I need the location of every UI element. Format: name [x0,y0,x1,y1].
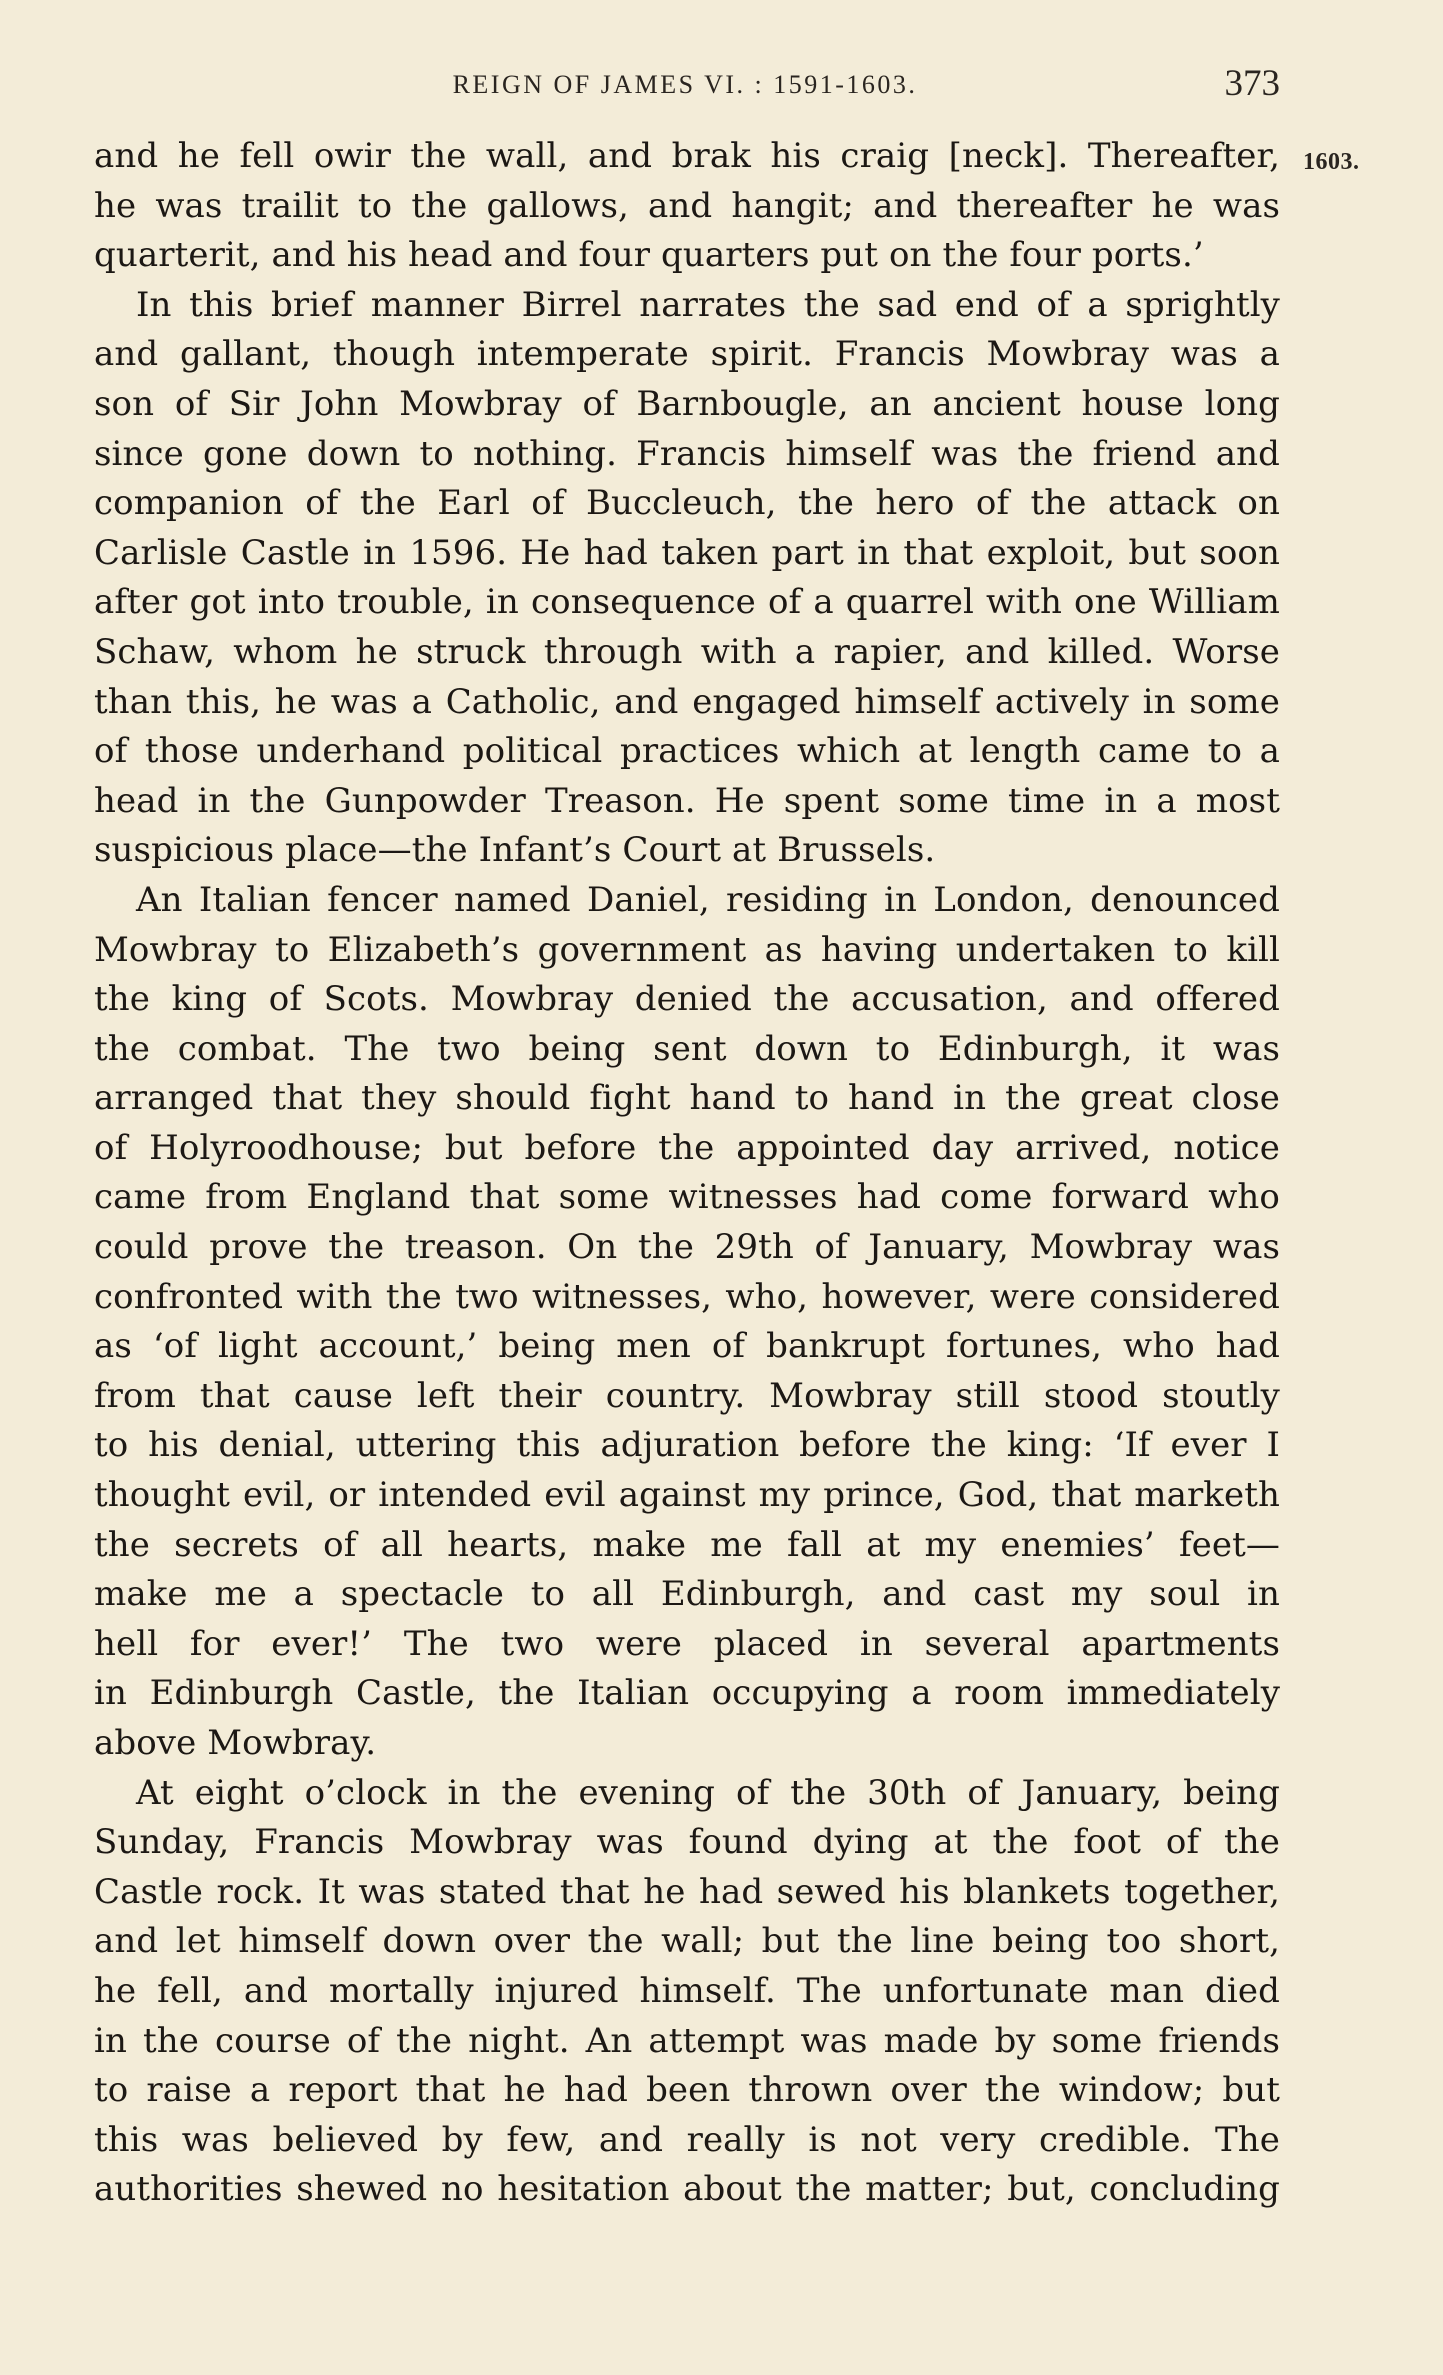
text-line: companion of the Earl of Buccleuch, the hero of the attack on [94,483,1280,524]
text-line: could prove the treason. On the 29th of January, Mowbray was [94,1227,1280,1268]
running-title: REIGN OF JAMES VI. : 1591-1603. [452,70,918,99]
text-line: suspicious place—the Infant’s Court at Brussels. [94,830,936,871]
text-line: An Italian fencer named Daniel, residing in London, denounced [136,879,1280,920]
text-line: Castle rock. It was stated that he had sewed his blankets together, [94,1871,1280,1912]
text-line: arranged that they should fight hand to hand in the great close [94,1078,1280,1119]
text-line: of those underhand political practices which at length came to a [94,731,1280,772]
text-line: make me a spectacle to all Edinburgh, and cast my soul in [94,1574,1280,1615]
text-line: confronted with the two witnesses, who, however, were considered [94,1276,1280,1317]
text-line: to his denial, uttering this adjuration before the king: ‘If ever I [94,1425,1280,1466]
text-line: than this, he was a Catholic, and engaged himself actively in some [94,681,1280,722]
text-line: of Holyroodhouse; but before the appointed day arrived, notice [94,1127,1280,1168]
text-line: he fell, and mortally injured himself. The unfortunate man died [94,1970,1280,2011]
text-line: in the course of the night. An attempt was made by some friends [94,2020,1280,2061]
text-line: son of Sir John Mowbray of Barnbougle, an ancient house long [94,383,1280,424]
text-line: At eight o’clock in the evening of the 30th of January, being [136,1772,1280,1813]
text-line: authorities shewed no hesitation about the matter; but, concluding [94,2169,1280,2210]
text-line: thought evil, or intended evil against my prince, God, that marketh [94,1475,1280,1516]
text-line: Carlisle Castle in 1596. He had taken part in that exploit, but soon [94,532,1280,573]
text-line: above Mowbray. [94,1723,377,1763]
text-line: came from England that some witnesses had come forward who [94,1177,1280,1218]
text-line: Mowbray to Elizabeth’s government as having undertaken to kill [94,929,1280,970]
body-text [94,132,1280,2215]
text-line: from that cause left their country. Mowbray still stood stoutly [94,1375,1280,1416]
text-line: after got into trouble, in consequence of a quarrel with one William [94,582,1280,623]
text-line: Sunday, Francis Mowbray was found dying at the foot of the [94,1822,1280,1863]
page-number: 373 [1224,63,1280,104]
text-line: to raise a report that he had been thrown over the window; but [94,2070,1280,2111]
text-line: and gallant, though intemperate spirit. Francis Mowbray was a [94,334,1280,375]
text-line: head in the Gunpowder Treason. He spent some time in a most [94,780,1280,821]
text-line: hell for ever!’ The two were placed in several apartments [94,1623,1280,1664]
margin-year-note: 1603. [1303,149,1360,175]
text-line: and he fell owir the wall, and brak his craig [neck]. Thereafter, [94,136,1280,176]
text-line: in Edinburgh Castle, the Italian occupying a room immediately [94,1673,1280,1714]
text-line: In this brief manner Birrel narrates the sad end of a sprightly [136,284,1280,325]
text-line: this was believed by few, and really is not very credible. The [94,2119,1280,2160]
text-line: Schaw, whom he struck through with a rapier, and killed. Worse [94,631,1280,672]
text-line: he was trailit to the gallows, and hangit; and thereafter he was [94,185,1280,226]
text-line: the king of Scots. Mowbray denied the accusation, and offered [94,979,1280,1020]
text-line: the combat. The two being sent down to Edinburgh, it was [94,1028,1280,1069]
text-line: the secrets of all hearts, make me fall at my enemies’ feet— [94,1524,1280,1565]
running-head [90,62,1280,112]
text-line: as ‘of light account,’ being men of bankrupt fortunes, who had [94,1326,1280,1367]
text-line: and let himself down over the wall; but the line being too short, [94,1921,1280,1962]
text-line: quarterit, and his head and four quarters put on the four ports.’ [94,235,1204,276]
text-line: since gone down to nothing. Francis himself was the friend and [94,433,1280,474]
